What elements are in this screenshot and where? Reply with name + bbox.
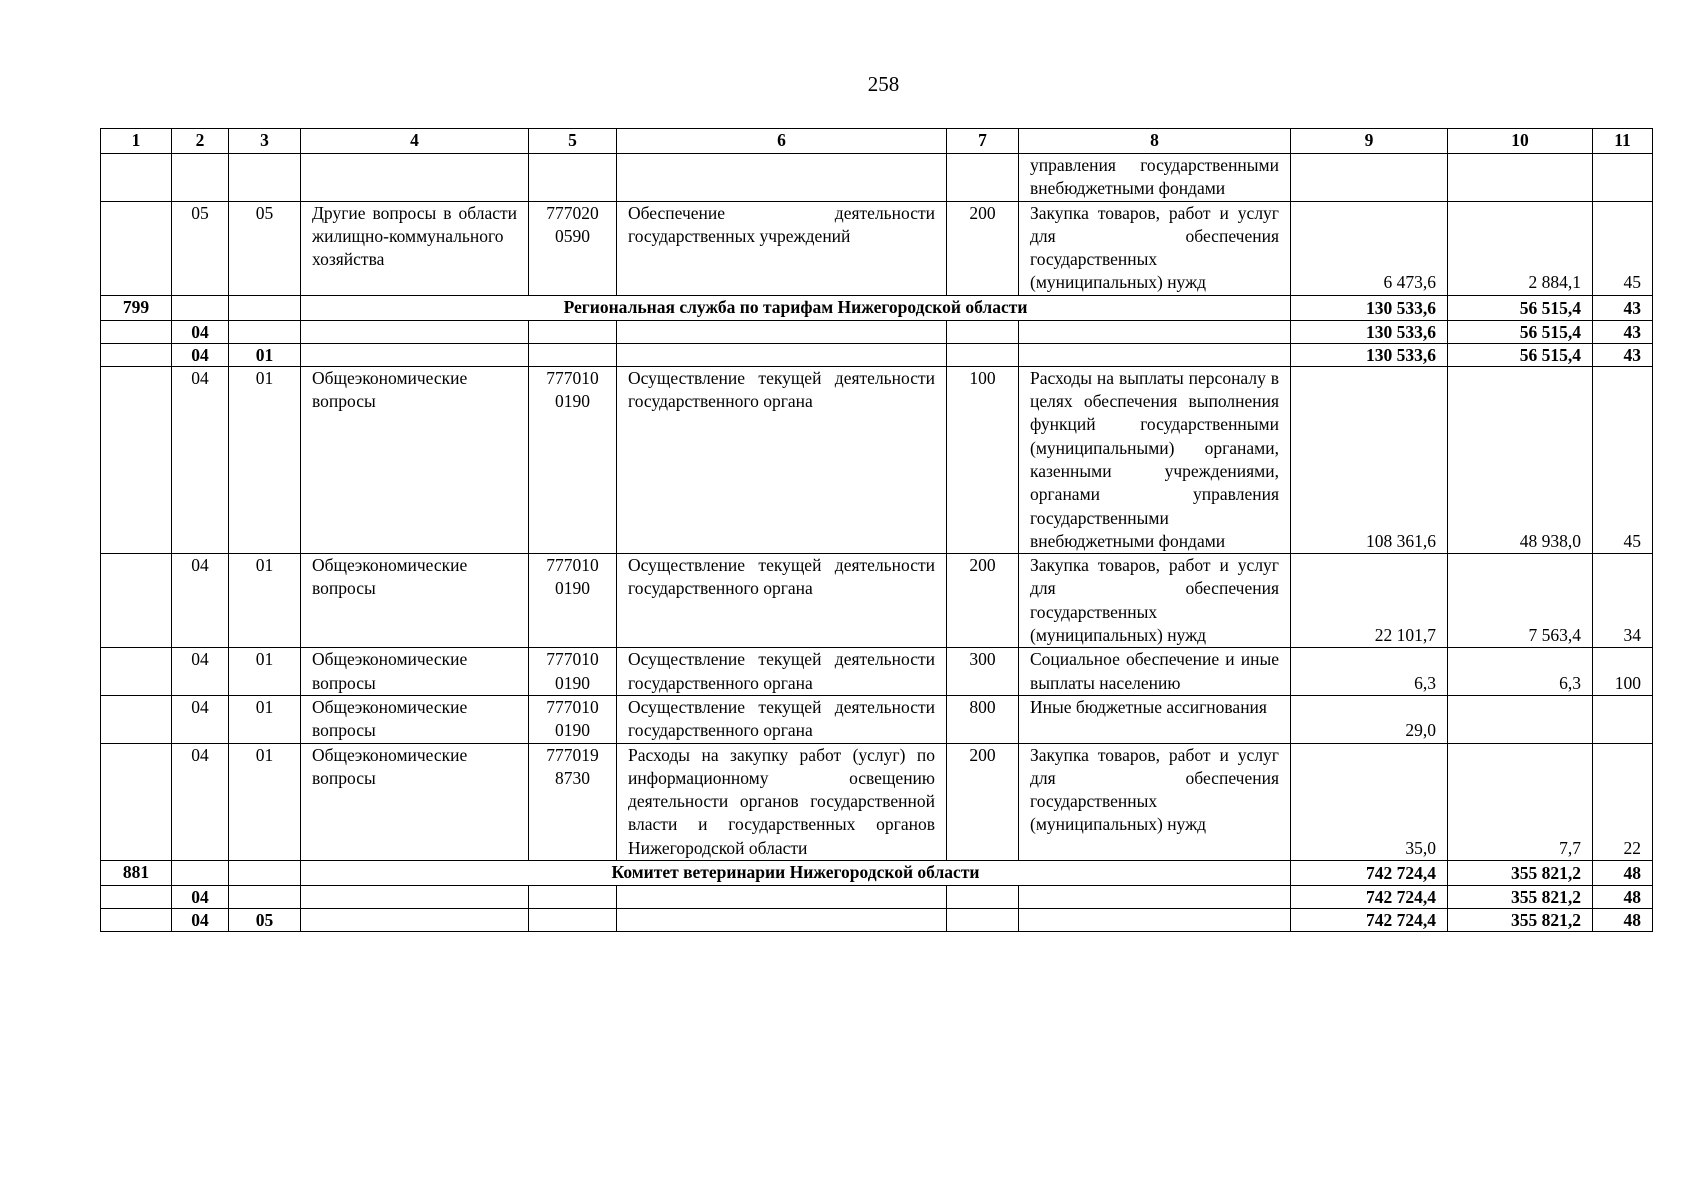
cell-subsection-name: Общеэкономические вопросы xyxy=(301,695,529,743)
cell-plan: 6 473,6 xyxy=(1291,201,1448,295)
cell-expense-type: 200 xyxy=(947,743,1019,860)
cell-empty xyxy=(229,861,301,886)
cell-subsection xyxy=(229,320,301,343)
cell-actual: 355 821,2 xyxy=(1448,909,1593,932)
cell-empty xyxy=(617,886,947,909)
cell-subsection: 05 xyxy=(229,909,301,932)
cell-section: 05 xyxy=(172,201,229,295)
cell-section: 04 xyxy=(172,366,229,553)
cell-subsection: 01 xyxy=(229,343,301,366)
cell-subsection: 01 xyxy=(229,743,301,860)
cell-actual: 2 884,1 xyxy=(1448,201,1593,295)
cell-plan: 108 361,6 xyxy=(1291,366,1448,553)
cell-subsection-name: Общеэкономические вопросы xyxy=(301,554,529,648)
cell-percent: 34 xyxy=(1593,554,1653,648)
cell-target-name: Осуществление текущей деятельности государственного органа xyxy=(617,648,947,696)
cell-section xyxy=(172,154,229,202)
cell-empty xyxy=(947,909,1019,932)
cell-target-code xyxy=(529,154,617,202)
cell-empty xyxy=(529,909,617,932)
cell-empty xyxy=(947,320,1019,343)
cell-admin-code xyxy=(101,909,172,932)
page-number: 258 xyxy=(867,72,900,96)
cell-percent xyxy=(1593,695,1653,743)
cell-subsection-name: Общеэкономические вопросы xyxy=(301,366,529,553)
cell-actual: 6,3 xyxy=(1448,648,1593,696)
cell-expense-type: 200 xyxy=(947,201,1019,295)
table-row xyxy=(101,554,1653,648)
cell-percent: 48 xyxy=(1593,886,1653,909)
cell-actual xyxy=(1448,695,1593,743)
cell-percent: 43 xyxy=(1593,295,1653,320)
header-cell: 10 xyxy=(1448,129,1593,154)
cell-percent xyxy=(1593,154,1653,202)
header-cell: 4 xyxy=(301,129,529,154)
cell-section: 04 xyxy=(172,554,229,648)
cell-subsection-name: Другие вопросы в области жилищно-коммунального хозяйства xyxy=(301,201,529,295)
cell-empty xyxy=(617,343,947,366)
cell-expense-type: 300 xyxy=(947,648,1019,696)
cell-admin-code xyxy=(101,695,172,743)
table-row xyxy=(101,366,1653,553)
total-row xyxy=(101,320,1653,343)
cell-actual: 56 515,4 xyxy=(1448,320,1593,343)
cell-plan: 742 724,4 xyxy=(1291,909,1448,932)
header-cell: 7 xyxy=(947,129,1019,154)
cell-empty xyxy=(301,886,529,909)
org-row xyxy=(101,861,1653,886)
cell-empty xyxy=(947,886,1019,909)
cell-section: 04 xyxy=(172,886,229,909)
cell-admin-code xyxy=(101,554,172,648)
cell-empty xyxy=(301,320,529,343)
cell-percent: 48 xyxy=(1593,909,1653,932)
cell-subsection-name xyxy=(301,154,529,202)
cell-empty xyxy=(172,861,229,886)
cell-empty xyxy=(301,343,529,366)
cell-percent: 43 xyxy=(1593,320,1653,343)
cell-admin-code xyxy=(101,320,172,343)
cell-actual: 355 821,2 xyxy=(1448,861,1593,886)
cell-actual: 355 821,2 xyxy=(1448,886,1593,909)
cell-empty xyxy=(617,320,947,343)
cell-expense-type: 800 xyxy=(947,695,1019,743)
cell-percent: 43 xyxy=(1593,343,1653,366)
cell-expense-type-name: Социальное обеспечение и иные выплаты населению xyxy=(1019,648,1291,696)
cell-percent: 100 xyxy=(1593,648,1653,696)
cell-percent: 45 xyxy=(1593,201,1653,295)
cell-empty xyxy=(301,909,529,932)
cell-target-code: 777010 0190 xyxy=(529,366,617,553)
header-cell: 2 xyxy=(172,129,229,154)
cell-subsection xyxy=(229,886,301,909)
cell-expense-type-name: Закупка товаров, работ и услуг для обеспечения государственных (муниципальных) нужд xyxy=(1019,743,1291,860)
cell-empty xyxy=(1019,909,1291,932)
cell-subsection: 01 xyxy=(229,554,301,648)
cell-target-name xyxy=(617,154,947,202)
cell-target-name: Осуществление текущей деятельности государственного органа xyxy=(617,695,947,743)
cell-plan: 130 533,6 xyxy=(1291,343,1448,366)
cell-subsection: 01 xyxy=(229,648,301,696)
cell-target-code: 777020 0590 xyxy=(529,201,617,295)
cell-expense-type-name: Иные бюджетные ассигнования xyxy=(1019,695,1291,743)
cell-target-code: 777010 0190 xyxy=(529,648,617,696)
org-row xyxy=(101,295,1653,320)
cell-actual: 56 515,4 xyxy=(1448,295,1593,320)
cell-section: 04 xyxy=(172,743,229,860)
header-cell: 1 xyxy=(101,129,172,154)
cell-target-code: 777019 8730 xyxy=(529,743,617,860)
cell-admin-code: 881 xyxy=(101,861,172,886)
cell-subsection-name: Общеэкономические вопросы xyxy=(301,743,529,860)
header-cell: 3 xyxy=(229,129,301,154)
cell-subsection: 01 xyxy=(229,366,301,553)
cell-empty xyxy=(1019,320,1291,343)
cell-section: 04 xyxy=(172,909,229,932)
cell-plan: 130 533,6 xyxy=(1291,295,1448,320)
cell-admin-code xyxy=(101,886,172,909)
cell-subsection: 05 xyxy=(229,201,301,295)
header-cell: 9 xyxy=(1291,129,1448,154)
cell-target-name: Расходы на закупку работ (услуг) по информационному освещению деятельности органов государственной власти и государственных органов Нижегородской области xyxy=(617,743,947,860)
header-cell: 8 xyxy=(1019,129,1291,154)
cell-empty xyxy=(1019,343,1291,366)
table-row xyxy=(101,695,1653,743)
cell-expense-type-name: Расходы на выплаты персоналу в целях обеспечения выполнения функций государственными (муниципальными) органами, казенными учреждениями, органами управления государственными внебюджетными фондами xyxy=(1019,366,1291,553)
cell-expense-type xyxy=(947,154,1019,202)
cell-admin-code xyxy=(101,154,172,202)
cell-admin-code xyxy=(101,743,172,860)
header-row xyxy=(101,129,1653,154)
table-row xyxy=(101,154,1653,202)
cell-plan: 29,0 xyxy=(1291,695,1448,743)
cell-empty xyxy=(529,886,617,909)
cell-admin-code xyxy=(101,201,172,295)
cell-plan: 742 724,4 xyxy=(1291,886,1448,909)
table-row xyxy=(101,743,1653,860)
cell-plan: 22 101,7 xyxy=(1291,554,1448,648)
cell-plan: 742 724,4 xyxy=(1291,861,1448,886)
table-row xyxy=(101,648,1653,696)
header-cell: 6 xyxy=(617,129,947,154)
cell-percent: 45 xyxy=(1593,366,1653,553)
cell-actual xyxy=(1448,154,1593,202)
cell-expense-type-name: Закупка товаров, работ и услуг для обеспечения государственных (муниципальных) нужд xyxy=(1019,554,1291,648)
cell-empty xyxy=(172,295,229,320)
cell-target-code: 777010 0190 xyxy=(529,695,617,743)
cell-empty xyxy=(229,295,301,320)
cell-admin-code xyxy=(101,343,172,366)
cell-expense-type-name: Закупка товаров, работ и услуг для обеспечения государственных (муниципальных) нужд xyxy=(1019,201,1291,295)
total-row xyxy=(101,886,1653,909)
cell-admin-code: 799 xyxy=(101,295,172,320)
cell-target-code: 777010 0190 xyxy=(529,554,617,648)
cell-section: 04 xyxy=(172,320,229,343)
cell-expense-type-name: управления государственными внебюджетными фондами xyxy=(1019,154,1291,202)
cell-section: 04 xyxy=(172,343,229,366)
cell-actual: 7 563,4 xyxy=(1448,554,1593,648)
org-name: Комитет ветеринарии Нижегородской области xyxy=(301,861,1291,886)
cell-target-name: Осуществление текущей деятельности государственного органа xyxy=(617,366,947,553)
cell-plan: 35,0 xyxy=(1291,743,1448,860)
cell-plan xyxy=(1291,154,1448,202)
cell-percent: 22 xyxy=(1593,743,1653,860)
cell-actual: 7,7 xyxy=(1448,743,1593,860)
cell-target-name: Осуществление текущей деятельности государственного органа xyxy=(617,554,947,648)
org-name: Региональная служба по тарифам Нижегородской области xyxy=(301,295,1291,320)
cell-empty xyxy=(529,320,617,343)
cell-admin-code xyxy=(101,366,172,553)
header-cell: 11 xyxy=(1593,129,1653,154)
cell-admin-code xyxy=(101,648,172,696)
table-row xyxy=(101,201,1653,295)
total-row xyxy=(101,343,1653,366)
cell-empty xyxy=(947,343,1019,366)
cell-subsection: 01 xyxy=(229,695,301,743)
cell-empty xyxy=(617,909,947,932)
cell-section: 04 xyxy=(172,648,229,696)
cell-target-name: Обеспечение деятельности государственных учреждений xyxy=(617,201,947,295)
cell-percent: 48 xyxy=(1593,861,1653,886)
cell-section: 04 xyxy=(172,695,229,743)
cell-actual: 56 515,4 xyxy=(1448,343,1593,366)
cell-empty xyxy=(1019,886,1291,909)
cell-actual: 48 938,0 xyxy=(1448,366,1593,553)
cell-plan: 6,3 xyxy=(1291,648,1448,696)
header-cell: 5 xyxy=(529,129,617,154)
cell-expense-type: 200 xyxy=(947,554,1019,648)
budget-table xyxy=(100,128,1653,932)
cell-expense-type: 100 xyxy=(947,366,1019,553)
cell-subsection-name: Общеэкономические вопросы xyxy=(301,648,529,696)
cell-plan: 130 533,6 xyxy=(1291,320,1448,343)
cell-subsection xyxy=(229,154,301,202)
total-row xyxy=(101,909,1653,932)
cell-empty xyxy=(529,343,617,366)
